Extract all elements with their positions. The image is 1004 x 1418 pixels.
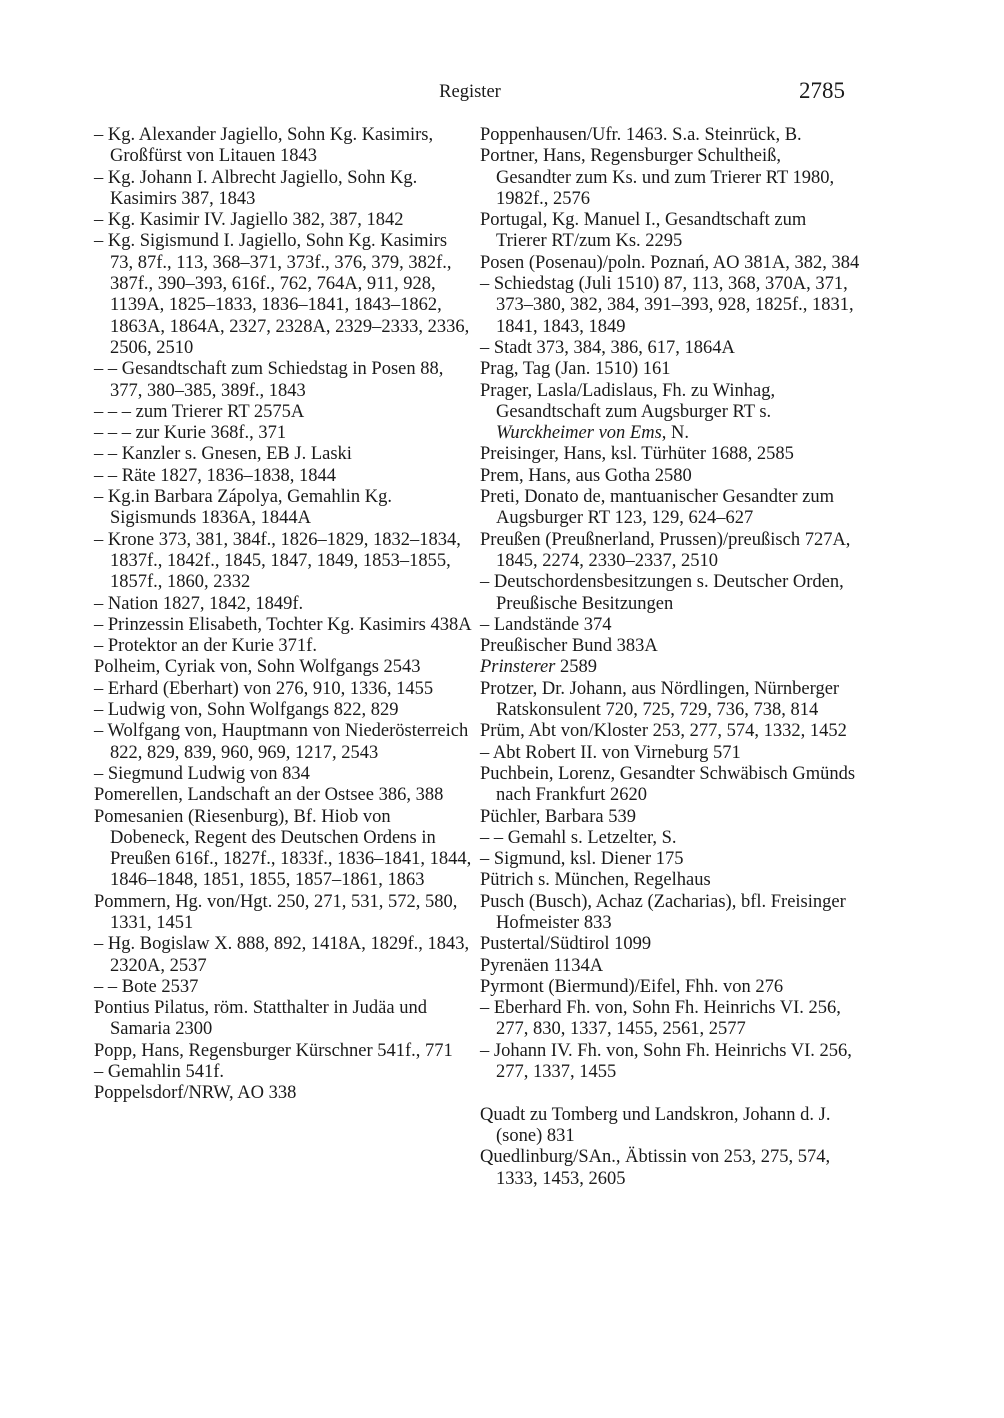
index-entry bbox=[94, 721, 474, 764]
index-entry-text: – – Gesandtschaft zum Schiedstag in Posen 88, 377, 380–385, 389f., 1843 bbox=[94, 359, 444, 401]
index-entry bbox=[94, 168, 474, 211]
index-entry-text: – Landstände 374 bbox=[480, 614, 612, 635]
index-entry-text: Protzer, Dr. Johann, aus Nördlingen, Nürnberger Ratskonsulent 720, 725, 729, 736, 738, 814 bbox=[480, 678, 840, 721]
index-entry-text: – Prinzessin Elisabeth, Tochter Kg. Kasimirs 438A bbox=[94, 614, 472, 635]
index-entry-text: – Kg.in Barbara Zápolya, Gemahlin Kg. Sigismunds 1836A, 1844A bbox=[94, 487, 392, 529]
running-head bbox=[0, 80, 1004, 110]
index-entry bbox=[94, 700, 474, 721]
entry-spacer bbox=[480, 1083, 860, 1104]
index-entry bbox=[94, 1083, 474, 1104]
index-entry-text: Portner, Hans, Regensburger Schultheiß, Gesandter zum Ks. und zum Trierer RT 1980, 1982f., 2576 bbox=[480, 146, 835, 209]
index-entry bbox=[94, 892, 474, 935]
index-entry bbox=[480, 359, 860, 380]
index-entry-text: – Johann IV. Fh. von, Sohn Fh. Heinrichs VI. 256, 277, 1337, 1455 bbox=[480, 1040, 852, 1083]
index-entry-text: Pomesanien (Riesenburg), Bf. Hiob von Dobeneck, Regent des Deutschen Ordens in Preußen 616f., 1827f., 1833f., 1836–1841, 1844, 1846–1848, 1851, 1855, 1857–1861, 1863 bbox=[94, 806, 472, 891]
index-entry-italic-text: Prinsterer bbox=[480, 657, 556, 678]
index-entry bbox=[94, 764, 474, 785]
index-entry bbox=[94, 125, 474, 168]
index-entry-text: Prüm, Abt von/Kloster 253, 277, 574, 1332, 1452 bbox=[480, 721, 847, 742]
index-entry-text: Posen (Posenau)/poln. Poznań, AO 381A, 382, 384 bbox=[480, 252, 860, 273]
index-entry-text: – Deutschordensbesitzungen s. Deutscher Orden, Preußische Besitzungen bbox=[480, 572, 844, 614]
index-entry-text: Prag, Tag (Jan. 1510) 161 bbox=[480, 359, 671, 380]
index-entry-text: – Protektor an der Kurie 371f. bbox=[94, 636, 317, 657]
page-number: 2785 bbox=[799, 78, 845, 103]
index-entry bbox=[480, 338, 860, 359]
index-entry bbox=[480, 444, 860, 465]
index-entry-text: – Wolfgang von, Hauptmann von Niederösterreich 822, 829, 839, 960, 969, 1217, 2543 bbox=[94, 721, 469, 763]
index-entry-text: Polheim, Cyriak von, Sohn Wolfgangs 2543 bbox=[94, 657, 421, 678]
index-entry-text: – – Räte 1827, 1836–1838, 1844 bbox=[94, 465, 337, 486]
index-entry-text: Quedlinburg/SAn., Äbtissin von 253, 275, 574, 1333, 1453, 2605 bbox=[480, 1147, 831, 1189]
index-entry bbox=[480, 807, 860, 828]
index-entry bbox=[94, 807, 474, 892]
index-entry-text: Preußischer Bund 383A bbox=[480, 636, 658, 657]
index-entry-text: – Kg. Sigismund I. Jagiello, Sohn Kg. Kasimirs 73, 87f., 113, 368–371, 373f., 376, 379, 382f., 387f., 390–393, 616f., 762, 764A, 911, 928, 1139A, 1825–1833, 1836–1841, 1843–1862, 1863A, 1864A, 2327, 2328A, 2329–2333, 2336, 2506, 2510 bbox=[94, 231, 470, 358]
index-entry bbox=[94, 1041, 474, 1062]
index-entry-text: Pustertal/Südtirol 1099 bbox=[480, 934, 652, 955]
index-column-left bbox=[94, 125, 474, 1105]
running-title: Register bbox=[439, 82, 501, 102]
index-entry-text: – Abt Robert II. von Virneburg 571 bbox=[480, 742, 741, 763]
index-entry-text: – Ludwig von, Sohn Wolfgangs 822, 829 bbox=[94, 700, 399, 721]
index-entry-text: Puchbein, Lorenz, Gesandter Schwäbisch Gmünds nach Frankfurt 2620 bbox=[480, 763, 856, 806]
index-entry bbox=[94, 402, 474, 423]
index-entry bbox=[94, 466, 474, 487]
index-entry-text: Poppenhausen/Ufr. 1463. S.a. Steinrück, B. bbox=[480, 125, 802, 145]
index-entry bbox=[480, 679, 860, 722]
index-entry-text: – – – zur Kurie 368f., 371 bbox=[94, 423, 287, 444]
index-entry-text: Pusch (Busch), Achaz (Zacharias), bfl. Freisinger Hofmeister 833 bbox=[480, 891, 846, 933]
index-entry bbox=[480, 764, 860, 807]
index-entry-text: Pyrmont (Biermund)/Eifel, Fhh. von 276 bbox=[480, 976, 784, 997]
index-entry-text: – – Bote 2537 bbox=[94, 976, 199, 997]
index-entry-text: Prem, Hans, aus Gotha 2580 bbox=[480, 465, 692, 486]
index-entry-text: Preußen (Preußnerland, Prussen)/preußisch 727A, 1845, 2274, 2330–2337, 2510 bbox=[480, 529, 851, 571]
index-entry bbox=[480, 743, 860, 764]
index-entry bbox=[94, 785, 474, 806]
index-entry bbox=[94, 359, 474, 402]
index-entry-text: Püchler, Barbara 539 bbox=[480, 806, 636, 827]
index-entry bbox=[480, 274, 860, 338]
index-entry-text: Prager, Lasla/Ladislaus, Fh. zu Winhag, Gesandtschaft zum Augsburger RT s. bbox=[480, 380, 776, 422]
index-entry bbox=[480, 1105, 860, 1148]
index-entry bbox=[94, 423, 474, 444]
index-entry bbox=[480, 1147, 860, 1190]
index-entry bbox=[94, 998, 474, 1041]
index-entry-text: Popp, Hans, Regensburger Kürschner 541f., 771 bbox=[94, 1040, 453, 1061]
index-entry-text: – Schiedstag (Juli 1510) 87, 113, 368, 370A, 371, 373–380, 382, 384, 391–393, 928, 1825f., 1831, 1841, 1843, 1849 bbox=[480, 274, 854, 337]
index-entry bbox=[480, 146, 860, 210]
index-entry bbox=[94, 657, 474, 678]
index-entry-text: – Erhard (Eberhart) von 276, 910, 1336, 1455 bbox=[94, 678, 434, 699]
index-entry-text: Pommern, Hg. von/Hgt. 250, 271, 531, 572, 580, 1331, 1451 bbox=[94, 891, 458, 933]
index-entry bbox=[94, 231, 474, 359]
index-entry bbox=[480, 615, 860, 636]
index-entry bbox=[480, 466, 860, 487]
index-entry bbox=[480, 530, 860, 573]
index-entry-text: – Sigmund, ksl. Diener 175 bbox=[480, 849, 684, 870]
index-entry-text: – – Gemahl s. Letzelter, S. bbox=[480, 827, 677, 848]
index-entry-text: Poppelsdorf/NRW, AO 338 bbox=[94, 1083, 297, 1104]
index-entry-text: – Kg. Johann I. Albrecht Jagiello, Sohn Kg. Kasimirs 387, 1843 bbox=[94, 167, 418, 209]
index-entry bbox=[94, 1062, 474, 1083]
index-entry bbox=[94, 594, 474, 615]
index-entry-text: – Gemahlin 541f. bbox=[94, 1062, 224, 1083]
index-entry bbox=[480, 828, 860, 849]
index-entry-text: – – Kanzler s. Gnesen, EB J. Laski bbox=[94, 444, 352, 465]
index-entry bbox=[94, 679, 474, 700]
index-entry-text: , N. bbox=[661, 423, 690, 444]
index-entry-text: – – – zum Trierer RT 2575A bbox=[94, 401, 305, 422]
index-entry bbox=[94, 615, 474, 636]
index-entry bbox=[480, 572, 860, 615]
index-entry bbox=[480, 849, 860, 870]
index-entry bbox=[94, 636, 474, 657]
index-entry bbox=[480, 870, 860, 891]
index-entry-text: Pyrenäen 1134A bbox=[480, 955, 604, 976]
index-entry bbox=[94, 530, 474, 594]
index-entry bbox=[480, 998, 860, 1041]
index-entry-text: Portugal, Kg. Manuel I., Gesandtschaft zum Trierer RT/zum Ks. 2295 bbox=[480, 210, 807, 252]
index-entry-text: – Hg. Bogislaw X. 888, 892, 1418A, 1829f., 1843, 2320A, 2537 bbox=[94, 934, 470, 976]
index-entry-text: Pütrich s. München, Regelhaus bbox=[480, 870, 711, 891]
index-entry-text: – Siegmund Ludwig von 834 bbox=[94, 763, 310, 784]
index-entry bbox=[94, 934, 474, 977]
index-entry bbox=[480, 956, 860, 977]
index-entry bbox=[94, 977, 474, 998]
index-entry bbox=[94, 444, 474, 465]
index-entry bbox=[480, 125, 860, 146]
index-entry bbox=[480, 657, 860, 678]
index-entry bbox=[480, 210, 860, 253]
index-entry bbox=[480, 1041, 860, 1084]
index-entry bbox=[480, 977, 860, 998]
index-entry-text: – Krone 373, 381, 384f., 1826–1829, 1832–1834, 1837f., 1842f., 1845, 1847, 1849, 1853–1855, 1857f., 1860, 2332 bbox=[94, 529, 461, 593]
index-entry-text: Pontius Pilatus, röm. Statthalter in Judäa und Samaria 2300 bbox=[94, 998, 427, 1040]
index-entry-text: Preti, Donato de, mantuanischer Gesandter zum Augsburger RT 123, 129, 624–627 bbox=[480, 487, 834, 529]
index-entry bbox=[480, 381, 860, 445]
index-entry bbox=[94, 487, 474, 530]
index-entry bbox=[480, 487, 860, 530]
index-entry bbox=[480, 892, 860, 935]
index-entry-text: Pomerellen, Landschaft an der Ostsee 386, 388 bbox=[94, 785, 444, 806]
index-entry-text: – Eberhard Fh. von, Sohn Fh. Heinrichs VI. 256, 277, 830, 1337, 1455, 2561, 2577 bbox=[480, 998, 841, 1040]
index-column-right bbox=[480, 125, 860, 1190]
index-entry-text: 2589 bbox=[555, 657, 597, 678]
index-entry bbox=[94, 210, 474, 231]
index-entry-text: Preisinger, Hans, ksl. Türhüter 1688, 2585 bbox=[480, 444, 794, 465]
index-entry bbox=[480, 721, 860, 742]
index-entry-text: – Stadt 373, 384, 386, 617, 1864A bbox=[480, 337, 735, 358]
index-entry bbox=[480, 636, 860, 657]
index-entry-italic-text: Wurckheimer von Ems bbox=[496, 423, 662, 444]
index-entry bbox=[480, 934, 860, 955]
index-entry bbox=[480, 253, 860, 274]
index-entry-text: – Nation 1827, 1842, 1849f. bbox=[94, 593, 304, 614]
index-entry-text: Quadt zu Tomberg und Landskron, Johann d. J. (sone) 831 bbox=[480, 1104, 831, 1146]
index-entry-text: – Kg. Kasimir IV. Jagiello 382, 387, 1842 bbox=[94, 210, 404, 231]
index-entry-text: – Kg. Alexander Jagiello, Sohn Kg. Kasimirs, Großfürst von Litauen 1843 bbox=[94, 125, 434, 167]
